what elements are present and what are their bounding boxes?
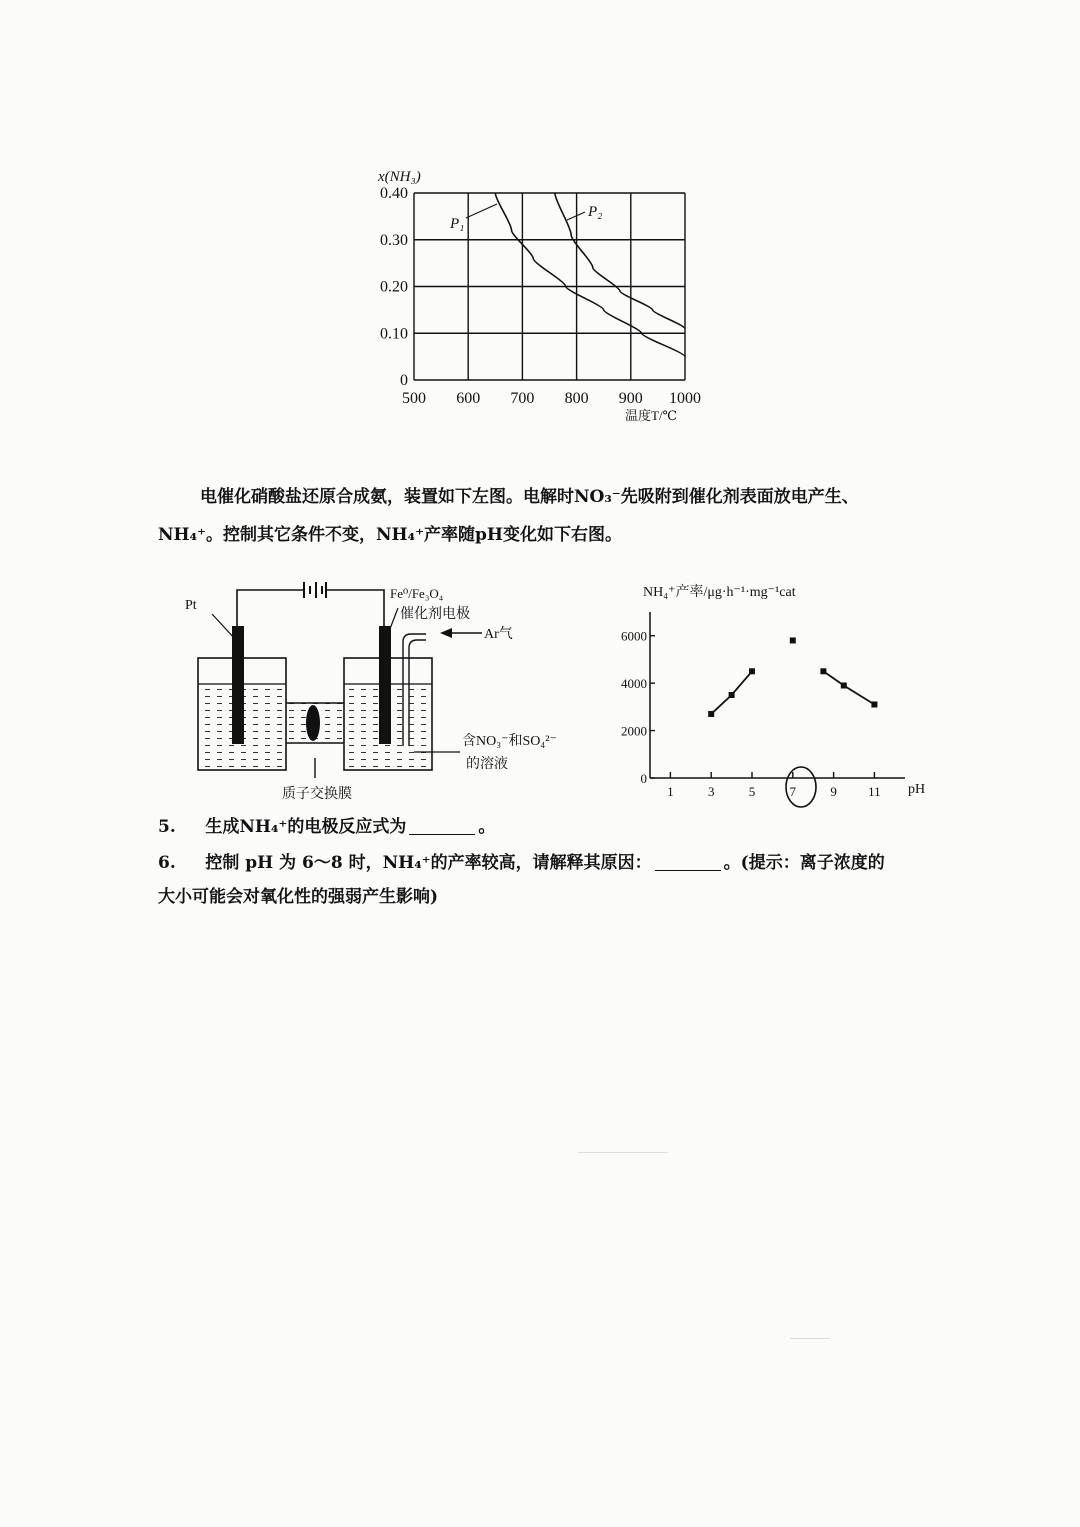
catalyst-label: 催化剂电极 bbox=[400, 607, 470, 622]
y-tick-label: 0.40 bbox=[380, 185, 408, 202]
data-point bbox=[790, 637, 796, 643]
membrane-label: 质子交换膜 bbox=[282, 787, 352, 802]
y-tick-label: 0.10 bbox=[380, 325, 408, 343]
answer-blank[interactable] bbox=[655, 852, 721, 871]
x-tick-labels bbox=[402, 390, 701, 407]
y-tick-label: 0 bbox=[400, 372, 408, 389]
y-tick-label: 0 bbox=[640, 771, 647, 786]
scan-artifact bbox=[790, 1338, 830, 1339]
y-tick-label: 4000 bbox=[621, 676, 647, 692]
solution-label-1: 含NO₃⁻和SO₄²⁻ bbox=[462, 734, 557, 749]
data-point bbox=[871, 701, 877, 707]
x-tick-label: 900 bbox=[618, 390, 643, 407]
catalyst-pointer bbox=[388, 608, 398, 634]
series-line bbox=[823, 671, 874, 704]
chart-axes bbox=[650, 612, 905, 778]
circuit-wire bbox=[237, 590, 384, 628]
data-point bbox=[841, 683, 847, 689]
x-tick-label: 600 bbox=[456, 390, 481, 407]
yield-ph-chart bbox=[600, 570, 940, 810]
question-6 bbox=[158, 846, 948, 914]
ar-arrow-head bbox=[440, 628, 452, 638]
x-tick-label: 3 bbox=[707, 784, 715, 799]
series-line-p2 bbox=[555, 193, 685, 329]
electrolysis-apparatus bbox=[170, 560, 570, 810]
x-tick-labels bbox=[667, 772, 881, 799]
catalyst-formula-label: Fe⁰/Fe₃O₄ bbox=[390, 586, 444, 601]
y-axis-label: x(NH₃) bbox=[378, 169, 421, 185]
x-tick-label: 500 bbox=[402, 390, 426, 407]
intro-paragraph bbox=[200, 478, 960, 516]
intro-line-2: NH₄⁺。控制其它条件不变，NH₄⁺产率随pH变化如下右图。 bbox=[158, 525, 622, 545]
catalyst-electrode bbox=[379, 626, 391, 744]
series-label-p1: P₁ bbox=[450, 216, 465, 232]
x-tick-label: 7 bbox=[789, 784, 797, 799]
question-text: 生成NH₄⁺的电极反应式为 bbox=[205, 817, 407, 837]
intro-line-1: 电催化硝酸盐还原合成氨，装置如下左图。电解时NO₃⁻先吸附到催化剂表面放电产生、 bbox=[200, 487, 859, 507]
data-point bbox=[749, 668, 755, 674]
nh3-fraction-chart bbox=[360, 160, 740, 430]
series-label-p2: P₂ bbox=[588, 204, 603, 220]
question-text-end: 。 bbox=[478, 817, 496, 837]
data-point bbox=[820, 668, 826, 674]
intro-paragraph-2 bbox=[158, 516, 948, 554]
chart-series bbox=[708, 637, 877, 717]
x-tick-label: 5 bbox=[748, 784, 756, 799]
pt-label: Pt bbox=[185, 598, 197, 613]
proton-exchange-membrane bbox=[306, 705, 320, 741]
y-tick-label: 0.20 bbox=[380, 278, 408, 296]
answer-blank[interactable] bbox=[409, 816, 475, 835]
y-tick-label: 2000 bbox=[621, 723, 647, 739]
solution-label-2: 的溶液 bbox=[466, 757, 508, 772]
question-text-hint: 。(提示：离子浓度的 bbox=[723, 853, 885, 873]
x-tick-label: 700 bbox=[510, 390, 535, 407]
pt-electrode bbox=[232, 626, 244, 744]
question-number: 5. bbox=[158, 817, 176, 837]
ar-gas-label: Ar气 bbox=[484, 627, 513, 642]
question-text-continued: 大小可能会对氧化性的强弱产生影响) bbox=[158, 887, 439, 907]
x-tick-label: 800 bbox=[564, 390, 589, 407]
y-tick-label: 0.30 bbox=[380, 231, 408, 249]
p1-leader-line bbox=[466, 204, 497, 218]
data-point bbox=[708, 711, 714, 717]
scan-artifact bbox=[578, 1152, 668, 1153]
question-number: 6. bbox=[158, 853, 176, 873]
question-5 bbox=[158, 810, 948, 844]
y-axis-label: NH₄⁺产率/μg·h⁻¹·mg⁻¹cat bbox=[643, 585, 796, 600]
x-tick-label: 1 bbox=[667, 784, 674, 799]
data-point bbox=[729, 692, 735, 698]
x-axis-label: pH bbox=[908, 782, 926, 797]
battery-icon bbox=[304, 582, 326, 598]
x-tick-label: 9 bbox=[830, 784, 837, 799]
question-text: 控制 pH 为 6～8 时，NH₄⁺的产率较高，请解释其原因： bbox=[205, 853, 652, 873]
x-axis-label: 温度T/℃ bbox=[625, 408, 678, 423]
x-tick-label: 1000 bbox=[669, 390, 701, 407]
x-tick-label: 11 bbox=[868, 784, 881, 799]
y-tick-label: 6000 bbox=[621, 628, 647, 644]
y-tick-labels bbox=[380, 185, 408, 389]
